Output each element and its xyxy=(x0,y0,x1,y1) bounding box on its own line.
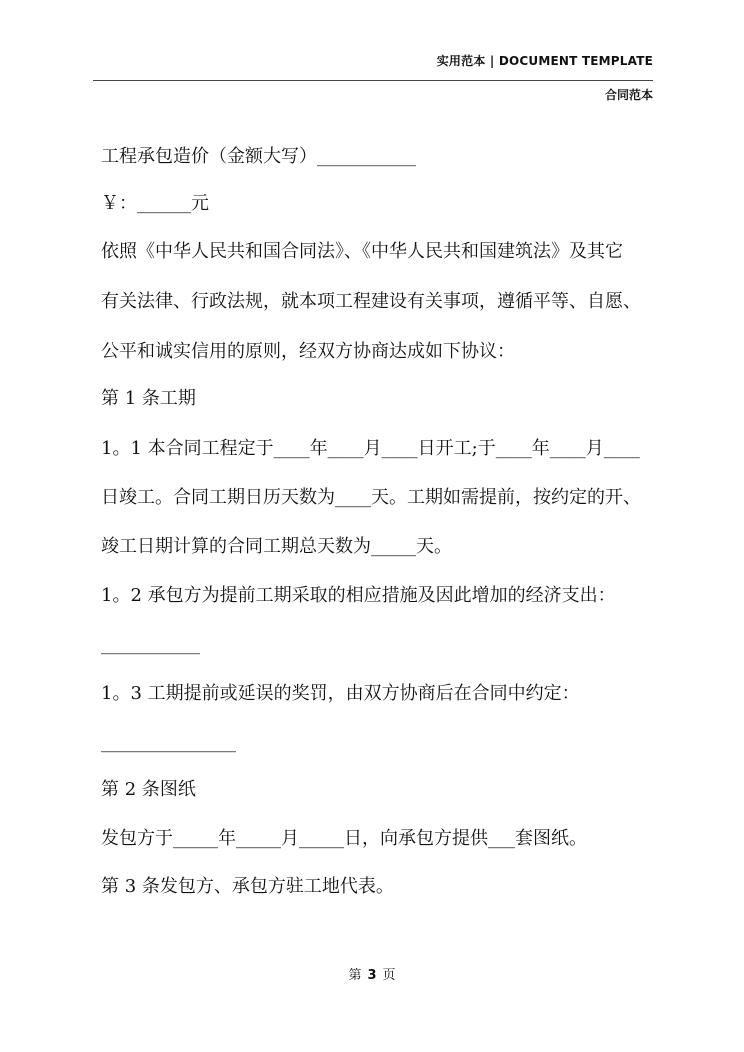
article-3-heading: 第 3 条发包方、承包方驻工地代表。 xyxy=(101,876,394,897)
header-subtitle: 合同范本 xyxy=(604,88,653,102)
preamble-line-3: 公平和诚实信用的原则，经双方协商达成如下协议： xyxy=(101,341,515,362)
clause-1-3-blank: _______________ xyxy=(101,732,236,753)
article-2-text: 发包方于_____年_____月_____日，向承包方提供___套图纸。 xyxy=(101,828,587,849)
clause-1-1-line-1: 1。1 本合同工程定于____年____月____日开工;于____年____月____ xyxy=(101,438,640,459)
clause-1-2-blank: ___________ xyxy=(101,634,200,655)
footer-prefix: 第 xyxy=(348,968,362,983)
header-title: 实用范本 | DOCUMENT TEMPLATE xyxy=(436,54,653,68)
article-1-heading: 第 1 条工期 xyxy=(101,388,196,409)
contract-price-line: 工程承包造价（金额大写）___________ xyxy=(101,146,416,167)
footer-suffix: 页 xyxy=(382,968,396,983)
clause-1-1-line-3: 竣工日期计算的合同工期总天数为_____天。 xyxy=(101,536,452,557)
clause-1-2-text: 1。2 承包方为提前工期采取的相应措施及因此增加的经济支出： xyxy=(101,585,616,606)
article-2-heading: 第 2 条图纸 xyxy=(101,779,196,800)
page-number: 3 xyxy=(367,968,377,983)
preamble-line-2: 有关法律、行政法规，就本项工程建设有关事项，遵循平等、自愿、 xyxy=(101,291,641,312)
page-footer xyxy=(0,964,744,983)
clause-1-1-line-2: 日竣工。合同工期日历天数为____天。工期如需提前，按约定的开、 xyxy=(101,487,641,508)
header-divider xyxy=(93,80,653,81)
amount-yuan-line: ￥：______元 xyxy=(101,193,209,214)
preamble-line-1: 依照《中华人民共和国合同法》、《中华人民共和国建筑法》及其它 xyxy=(101,241,623,262)
clause-1-3-text: 1。3 工期提前或延误的奖罚，由双方协商后在合同中约定： xyxy=(101,683,580,704)
